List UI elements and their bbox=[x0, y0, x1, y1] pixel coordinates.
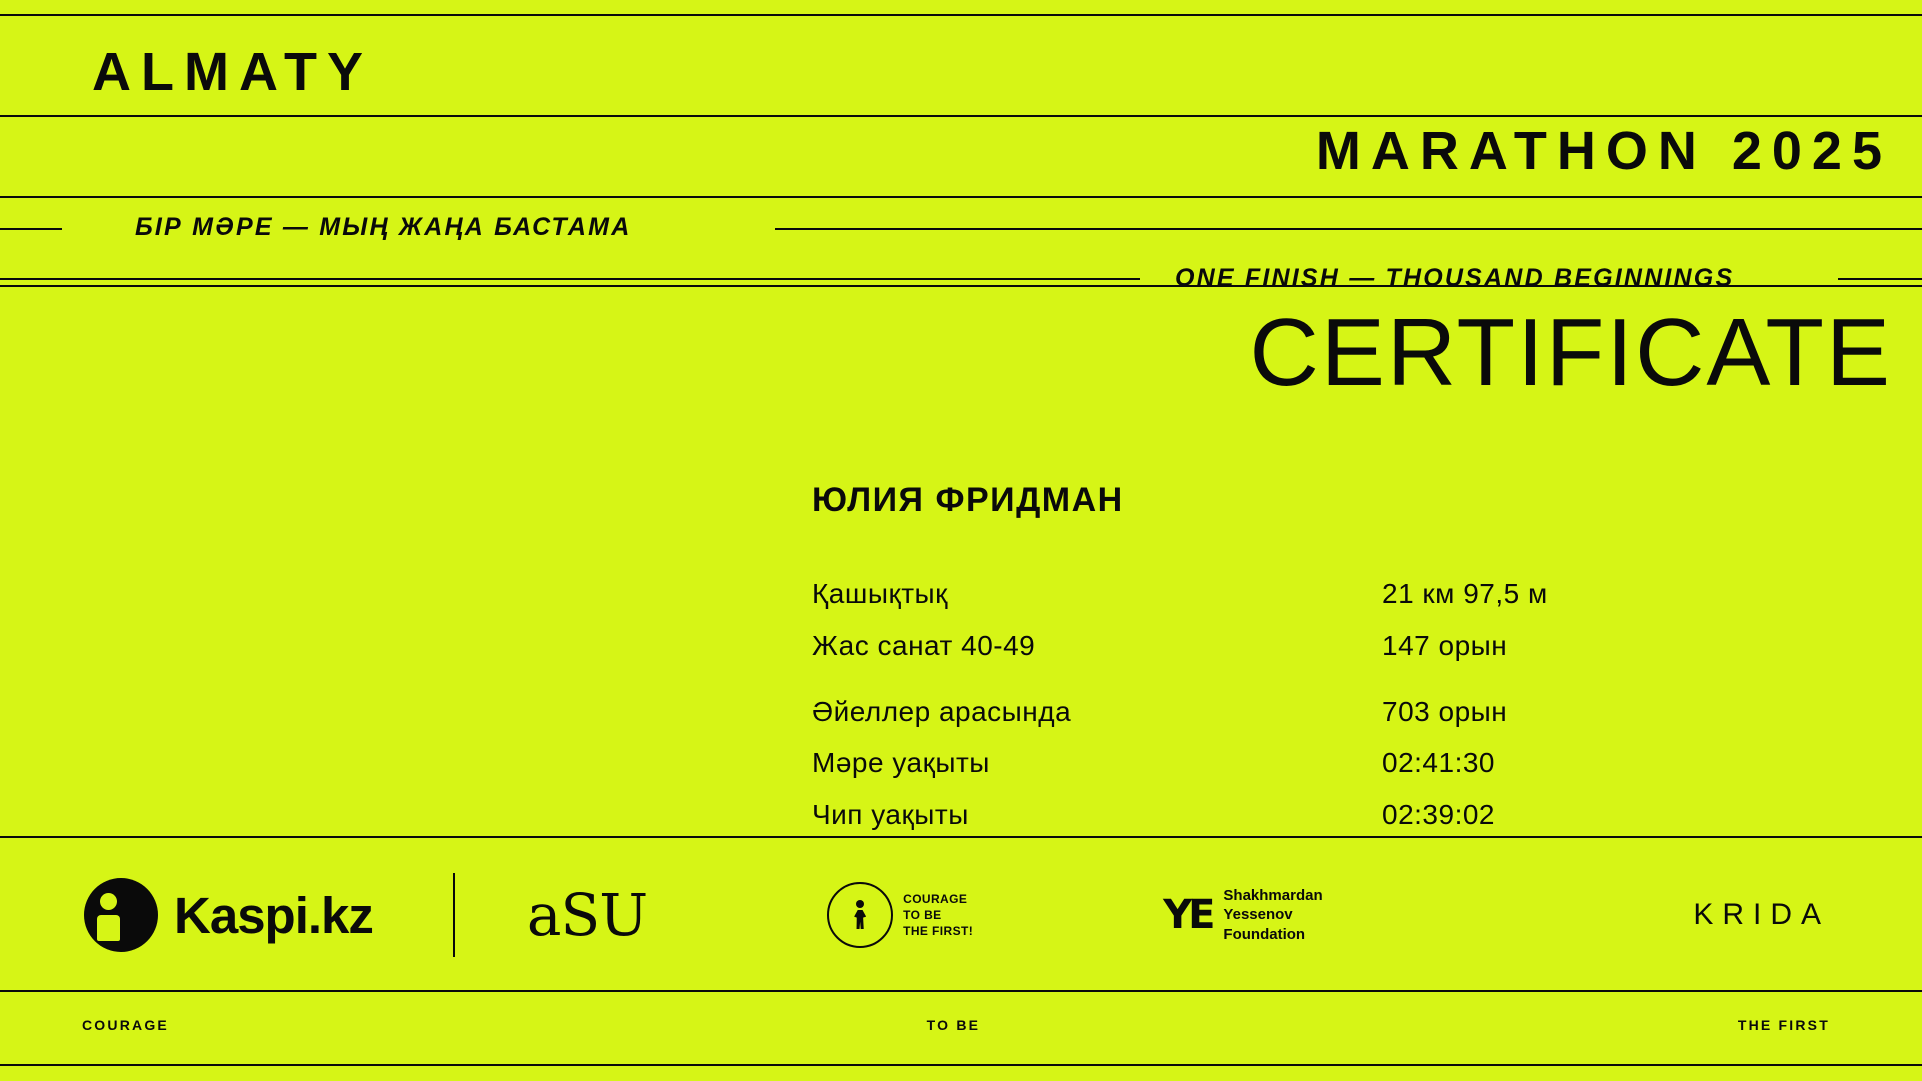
result-label: Қашықтық bbox=[812, 578, 948, 609]
footer-text-left: COURAGE bbox=[82, 1017, 169, 1033]
result-label: Әйеллер арасында bbox=[812, 695, 1072, 727]
sponsor-asu: aSU bbox=[526, 881, 648, 949]
event-title: MARATHON 2025 bbox=[1315, 121, 1892, 181]
sponsor-yessenov-foundation bbox=[1163, 886, 1323, 945]
footer-text-right: THE FIRST bbox=[1737, 1017, 1830, 1033]
footer-bar bbox=[0, 1017, 1922, 1033]
result-row bbox=[812, 693, 1652, 731]
result-value: 21 км 97,5 м bbox=[1382, 578, 1548, 609]
footer-text-center: TO BE bbox=[926, 1017, 981, 1033]
certificate-title: CERTIFICATE bbox=[1249, 299, 1892, 406]
result-label: Чип уақыты bbox=[812, 799, 969, 831]
yessenov-logo-icon: YE bbox=[1163, 892, 1212, 938]
city-title: ALMATY bbox=[92, 42, 373, 102]
sponsor-krida: KRIDA bbox=[1693, 898, 1830, 931]
kaspi-logo-icon bbox=[84, 878, 158, 952]
courage-fund-wordmark bbox=[903, 891, 973, 940]
divider-line-2 bbox=[0, 115, 1922, 117]
result-value: 147 орын bbox=[1382, 629, 1508, 661]
result-label: Мәре уақыты bbox=[812, 747, 990, 779]
sponsors-bar bbox=[0, 840, 1922, 990]
slogan-en-rule-right bbox=[1838, 278, 1922, 280]
yessenov-wordmark bbox=[1223, 886, 1322, 945]
slogan-rule-right bbox=[775, 228, 1922, 230]
divider-line-sponsors-bottom bbox=[0, 990, 1922, 992]
yessenov-line-3: Foundation bbox=[1223, 925, 1306, 943]
result-row bbox=[812, 796, 1652, 834]
slogan-kazakh: БІР МӘРЕ — МЫҢ ЖАҢА БАСТАМА bbox=[135, 213, 632, 241]
courage-fund-icon bbox=[827, 882, 893, 948]
sponsor-courage-fund bbox=[827, 882, 973, 948]
divider-line-3 bbox=[0, 196, 1922, 198]
sponsor-kaspi bbox=[84, 878, 373, 952]
slogan-en-rule-left bbox=[0, 278, 1140, 280]
slogan-rule-left bbox=[0, 228, 62, 230]
results-table bbox=[812, 575, 1652, 848]
result-row bbox=[812, 575, 1652, 613]
divider-line-bottom bbox=[0, 1064, 1922, 1066]
result-value: 703 орын bbox=[1382, 695, 1508, 727]
result-value: 02:39:02 bbox=[1382, 799, 1495, 831]
slogan-english: ONE FINISH — THOUSAND BEGINNINGS bbox=[1175, 264, 1735, 292]
sponsor-divider bbox=[453, 873, 455, 957]
result-label: Жас санат 40-49 bbox=[812, 629, 1036, 661]
courage-line-2: TO BE bbox=[903, 907, 942, 922]
courage-line-3: THE FIRST! bbox=[903, 924, 974, 939]
athlete-name: ЮЛИЯ ФРИДМАН bbox=[812, 481, 1124, 519]
kaspi-wordmark: Kaspi.kz bbox=[174, 886, 373, 944]
courage-line-1: COURAGE bbox=[903, 891, 968, 906]
divider-line-top bbox=[0, 14, 1922, 16]
result-row bbox=[812, 744, 1652, 782]
result-value: 02:41:30 bbox=[1382, 747, 1495, 779]
yessenov-line-1: Shakhmardan bbox=[1223, 886, 1323, 904]
yessenov-line-2: Yessenov bbox=[1223, 906, 1293, 924]
result-row bbox=[812, 627, 1652, 665]
